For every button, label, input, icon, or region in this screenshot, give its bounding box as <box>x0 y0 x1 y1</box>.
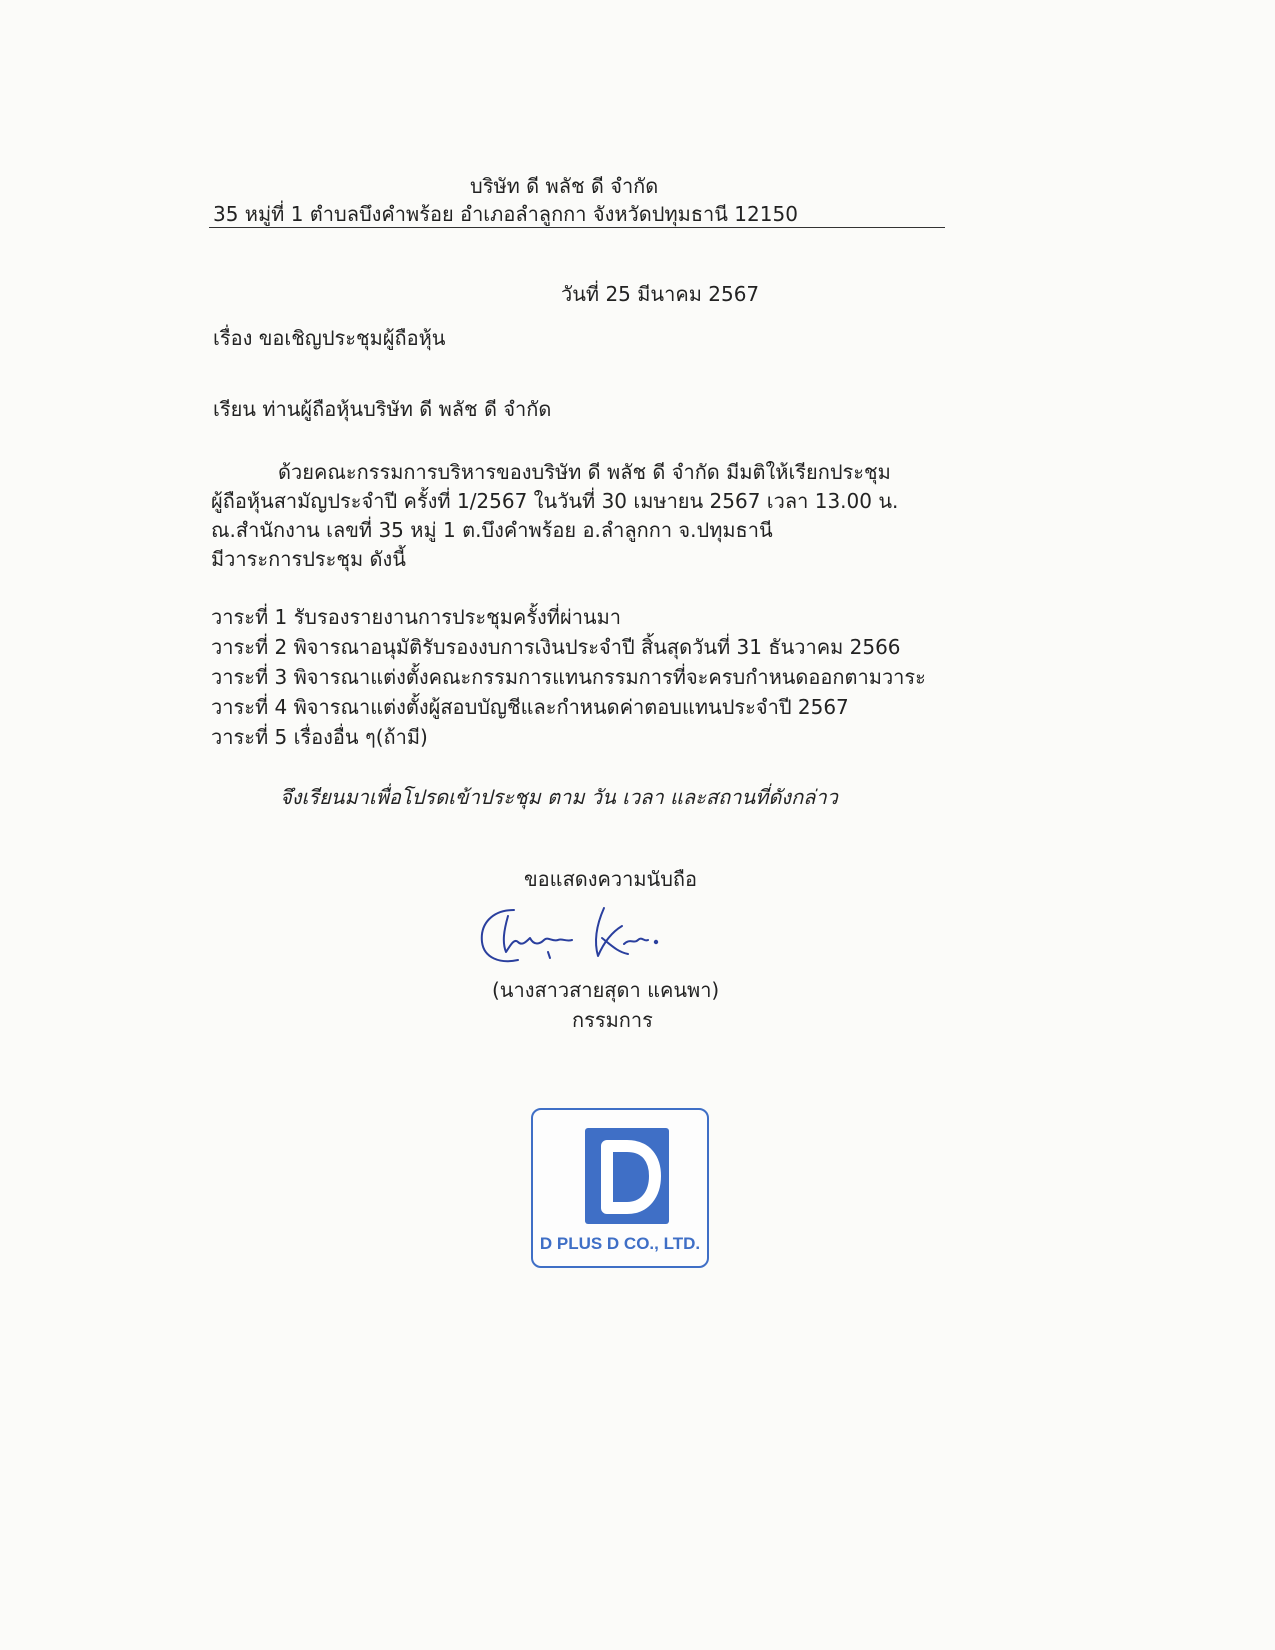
agenda-list <box>211 602 926 752</box>
company-address: 35 หมู่ที่ 1 ตำบลบึงคำพร้อย อำเภอลำลูกกา จังหวัดปทุมธานี 12150 <box>213 202 798 226</box>
body-line: ด้วยคณะกรรมการบริหารของบริษัท ดี พลัช ดี จำกัด มีมติให้เรียกประชุม <box>278 460 891 484</box>
closing-line: จึงเรียนมาเพื่อโปรดเข้าประชุม ตาม วัน เวลา และสถานที่ดังกล่าว <box>280 785 838 809</box>
agenda-item: วาระที่ 4 พิจารณาแต่งตั้งผู้สอบบัญชีและกำหนดค่าตอบแทนประจำปี 2567 <box>211 695 849 719</box>
body-line: มีวาระการประชุม ดังนี้ <box>211 547 406 571</box>
body-line: ผู้ถือหุ้นสามัญประจำปี ครั้งที่ 1/2567 ในวันที่ 30 เมษายน 2567 เวลา 13.00 น. <box>211 489 899 513</box>
company-stamp <box>531 1108 709 1268</box>
letter-subject: เรื่อง ขอเชิญประชุมผู้ถือหุ้น <box>213 326 446 350</box>
company-logo-icon <box>585 1128 669 1224</box>
company-name: บริษัท ดี พลัช ดี จำกัด <box>470 174 659 198</box>
stamp-text: D PLUS D CO., LTD. <box>539 1234 701 1253</box>
handwritten-signature <box>478 902 678 972</box>
agenda-item: วาระที่ 3 พิจารณาแต่งตั้งคณะกรรมการแทนกรรมการที่จะครบกำหนดออกตามวาระ <box>211 665 926 689</box>
regards-line: ขอแสดงความนับถือ <box>524 867 698 891</box>
signer-title: กรรมการ <box>572 1008 653 1032</box>
letter-date: วันที่ 25 มีนาคม 2567 <box>561 282 760 306</box>
agenda-item: วาระที่ 5 เรื่องอื่น ๆ(ถ้ามี) <box>211 725 428 749</box>
agenda-item: วาระที่ 2 พิจารณาอนุมัติรับรองงบการเงินประจำปี สิ้นสุดวันที่ 31 ธันวาคม 2566 <box>211 635 901 659</box>
body-line: ณ.สำนักงาน เลขที่ 35 หมู่ 1 ต.บึงคำพร้อย อ.ลำลูกกา จ.ปทุมธานี <box>211 518 773 542</box>
header-divider <box>209 227 945 228</box>
agenda-item: วาระที่ 1 รับรองรายงานการประชุมครั้งที่ผ่านมา <box>211 605 622 629</box>
signer-name: (นางสาวสายสุดา แคนพา) <box>492 978 720 1002</box>
letter-salutation: เรียน ท่านผู้ถือหุ้นบริษัท ดี พลัช ดี จำกัด <box>213 397 552 421</box>
